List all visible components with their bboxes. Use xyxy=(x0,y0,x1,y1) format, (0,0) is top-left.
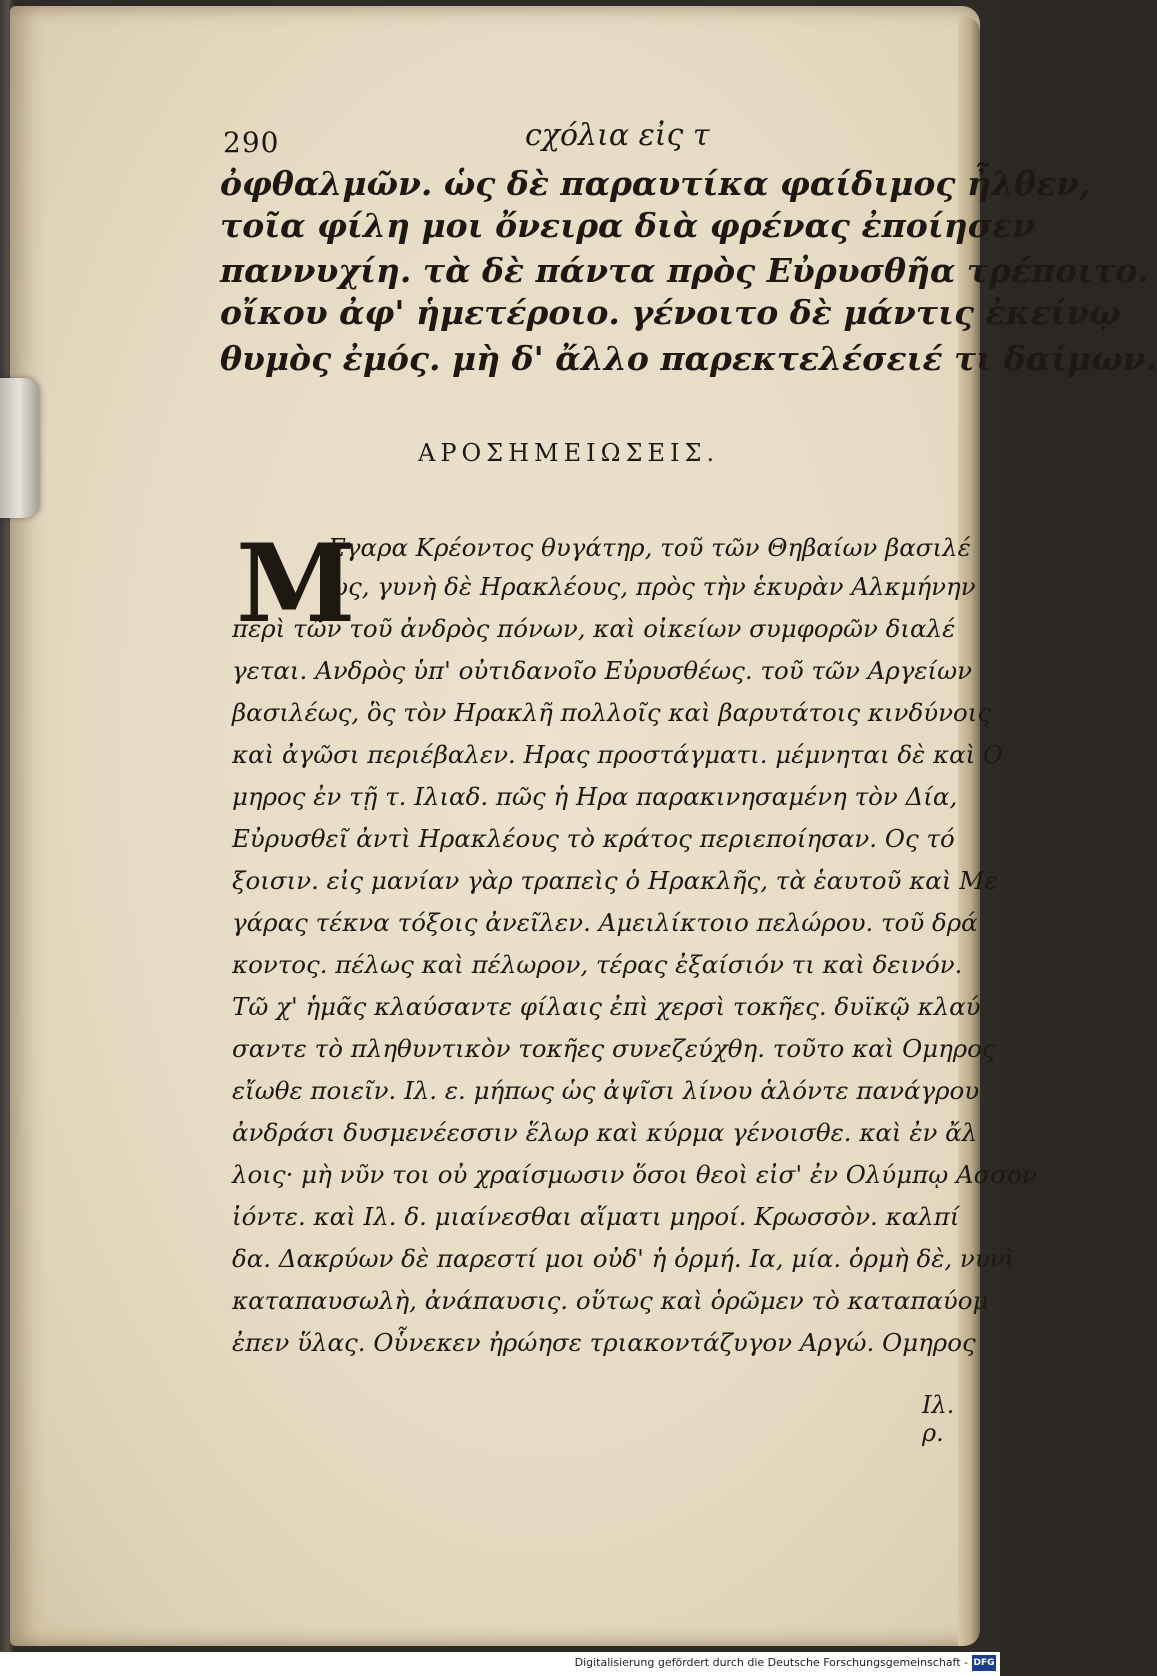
section-heading: ΑΡΟΣΗΜΕΙΩΣΕΙΣ. xyxy=(418,439,720,467)
commentary-line: μηρος ἐν τῇ τ. Ιλιαδ. πῶς ἡ Ηρα παρακινησαμένη τὸν Δία, xyxy=(232,782,958,811)
commentary-line: βασιλέως, ὃς τὸν Ηρακλῆ πολλοῖς καὶ βαρυτάτοις κινδύνοις xyxy=(232,698,992,727)
commentary-line: ξοισιν. εἰς μανίαν γὰρ τραπεὶς ὁ Ηρακλῆς, τὰ ἑαυτοῦ καὶ Με xyxy=(232,866,998,895)
commentary-line: γάρας τέκνα τόξοις ἀνεῖλεν. Αμειλίκτοιο πελώρου. τοῦ δρά xyxy=(232,908,978,937)
commentary-line: σαντε τὸ πληθυντικὸν τοκῆες συνεζεύχθη. τοῦτο καὶ Ομηρος xyxy=(232,1034,996,1063)
digitization-footer xyxy=(0,1652,1000,1676)
commentary-line: κοντος. πέλως καὶ πέλωρον, τέρας ἐξαίσιόν τι καὶ δεινόν. xyxy=(232,950,963,979)
commentary-line: ἀνδράσι δυσμενέεσσιν ἕλωρ καὶ κύρμα γένοισθε. καὶ ἐν ἄλ xyxy=(232,1118,978,1147)
verse-line: τοῖα φίλη μοι ὄνειρα διὰ φρένας ἐποίησεν xyxy=(220,206,1035,245)
commentary-line: γεται. Ανδρὸς ὑπ' οὐτιδανοῖο Εὐρυσθέως. τοῦ τῶν Αργείων xyxy=(232,656,973,685)
commentary-line: Εγαρα Κρέοντος θυγάτηρ, τοῦ τῶν Θηβαίων βασιλέ xyxy=(328,533,971,562)
catchword: Ιλ. ρ. xyxy=(922,1391,955,1447)
page-number: 290 xyxy=(223,126,280,159)
commentary-line: δα. Δακρύων δὲ παρεστί μοι οὐδ' ἡ ὁρμή. Ια, μία. ὁρμὴ δὲ, νυνὶ xyxy=(232,1244,1015,1273)
footer-credit: Digitalisierung gefördert durch die Deutsche Forschungsgemeinschaft - xyxy=(574,1656,968,1669)
commentary-line: ως, γυνὴ δὲ Ηρακλέους, πρὸς τὴν ἑκυρὰν Αλκμήνην xyxy=(328,572,976,601)
running-head: ϲχόλια εἰς τ xyxy=(525,118,710,153)
verse-line: ὀφθαλμῶν. ὡς δὲ παραυτίκα φαίδιμος ἦλθεν, xyxy=(220,164,1091,203)
verse-line: οἴκου ἀφ' ἡμετέροιο. γένοιτο δὲ μάντις ἐκείνῳ xyxy=(220,293,1121,332)
commentary-line: Εὐρυσθεῖ ἀντὶ Ηρακλέους τὸ κράτος περιεποίησαν. Ος τό xyxy=(232,824,955,853)
commentary-line: ἰόντε. καὶ Ιλ. δ. μιαίνεσθαι αἵματι μηροί. Κρωσσὸν. καλπί xyxy=(232,1202,960,1231)
commentary-line: περὶ τῶν τοῦ ἀνδρὸς πόνων, καὶ οἰκείων συμφορῶν διαλέ xyxy=(232,614,956,643)
page-text-area xyxy=(10,6,1157,1646)
drop-cap: M xyxy=(236,521,356,647)
book-clasp xyxy=(0,378,38,518)
commentary-line: λοις· μὴ νῦν τοι οὐ χραίσμωσιν ὅσοι θεοὶ εἰσ' ἐν Ολύμπῳ Ασσον xyxy=(232,1160,1037,1189)
commentary-line: καὶ ἀγῶσι περιέβαλεν. Ηρας προστάγματι. μέμνηται δὲ καὶ Ο xyxy=(232,740,1004,769)
book-page xyxy=(10,6,1157,1646)
commentary-line: ἐπεν ὕλας. Οὗνεκεν ἠρώησε τριακοντάζυγον Αργώ. Ομηρος xyxy=(232,1328,976,1357)
commentary-line: Τῶ χ' ἡμᾶς κλαύσαντε φίλαις ἐπὶ χερσὶ τοκῆες. δυϊκῷ κλαύ xyxy=(232,992,981,1021)
verse-line: θυμὸς ἐμός. μὴ δ' ἄλλο παρεκτελέσειέ τι δαίμων. xyxy=(220,339,1157,378)
dfg-logo: DFG xyxy=(972,1655,996,1671)
commentary-line: εἴωθε ποιεῖν. Ιλ. ε. μήπως ὡς ἀψῖσι λίνου ἁλόντε πανάγρου xyxy=(232,1076,980,1105)
verse-line: παννυχίη. τὰ δὲ πάντα πρὸς Εὐρυσθῆα τρέποιτο. xyxy=(220,251,1149,290)
commentary-line: καταπαυσωλὴ, ἀνάπαυσις. οὕτως καὶ ὁρῶμεν τὸ καταπαύομ xyxy=(232,1286,989,1315)
